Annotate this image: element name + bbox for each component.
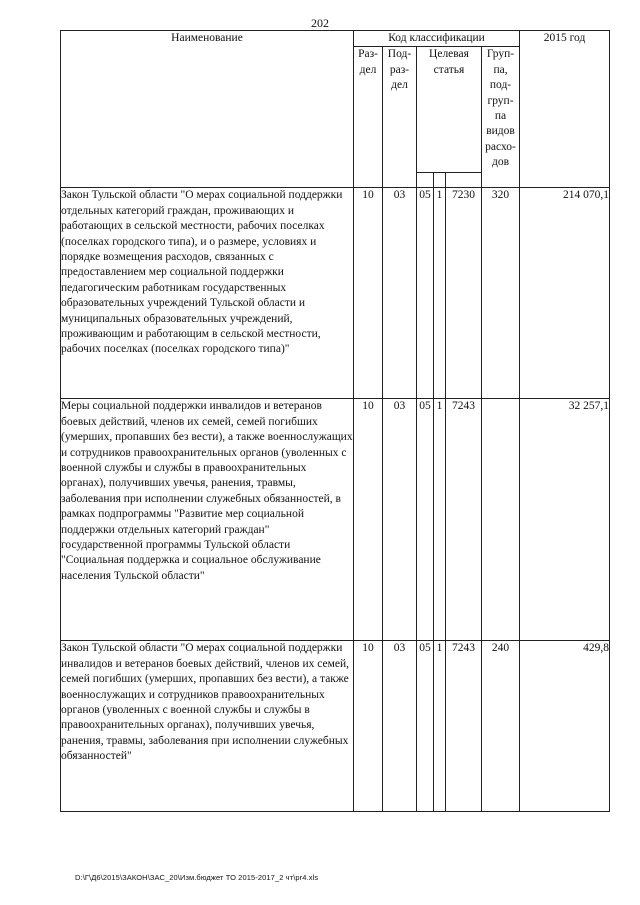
table-row <box>61 399 610 641</box>
table-row <box>61 641 610 812</box>
row-section: 10 <box>354 399 383 641</box>
row-expense: 320 <box>482 188 520 399</box>
row-expense <box>482 399 520 641</box>
budget-table <box>60 30 610 812</box>
header-target-article: Целевая статья <box>417 47 482 173</box>
page-number: 202 <box>311 16 329 30</box>
row-name: Меры социальной поддержки инвалидов и ветеранов боевых действий, членов их семей, семей погибших (умерших, пропавших без вести), а также военнослужащих и сотрудников правоохранительных органов (уволенных с военной службы и службы в правоохранительных органах), получивших увечья, ранения, травмы, заболевания при исполнении служебных обязанностей, в рамках подпрограммы "Развитие мер социальной поддержки отдельных категорий граждан" государственной программы Тульской области "Социальная поддержка и социальное обслуживание населения Тульской области" <box>61 399 354 641</box>
header-target-part-2 <box>434 173 446 188</box>
row-expense: 240 <box>482 641 520 812</box>
row-target-3: 7243 <box>446 641 482 812</box>
row-subsection: 03 <box>383 399 417 641</box>
header-row-top <box>61 31 610 47</box>
row-section: 10 <box>354 188 383 399</box>
row-name: Закон Тульской области "О мерах социальной поддержки инвалидов и ветеранов боевых действий, членов их семей, семей погибших (умерших, пропавших без вести), а также военнослужащих и сотрудников правоохранительных органов (уволенных с военной службы и службы в правоохранительных органах), получивших увечья, ранения, травмы, заболевания при исполнении служебных обязанностей" <box>61 641 354 812</box>
header-subsection: Под- раз- дел <box>383 47 417 188</box>
row-target-1: 05 <box>417 641 434 812</box>
file-path-footer: D:\Г\Д6\2015\ЗАКОН\ЗАС_20\Изм.бюджет ТО 2015-2017_2 чт\pr4.xls <box>75 873 319 882</box>
row-target-2: 1 <box>434 188 446 399</box>
header-expense-group: Груп- па, под- груп- па видов расхо- дов <box>482 47 520 188</box>
row-target-2: 1 <box>434 641 446 812</box>
header-target-part-3 <box>446 173 482 188</box>
row-name: Закон Тульской области "О мерах социальной поддержки отдельных категорий граждан, проживающих и работающих в сельской местности, рабочих поселках (поселках городского типа), и о размере, условиях и порядке возмещения расходов, связанных с предоставлением мер социальной поддержки педагогическим работникам государственных образовательных учреждений Тульской области и муниципальных образовательных учреждений, проживающим и работающим в сельской местности, рабочих поселках (поселках городского типа)" <box>61 188 354 399</box>
header-classification: Код классификации <box>354 31 520 47</box>
row-target-1: 05 <box>417 188 434 399</box>
row-target-3: 7230 <box>446 188 482 399</box>
row-amount: 214 070,1 <box>520 188 610 399</box>
row-target-3: 7243 <box>446 399 482 641</box>
row-amount: 429,8 <box>520 641 610 812</box>
header-target-part-1 <box>417 173 434 188</box>
table-row <box>61 188 610 399</box>
header-section: Раз- дел <box>354 47 383 188</box>
header-name: Наименование <box>61 31 354 188</box>
row-section: 10 <box>354 641 383 812</box>
row-amount: 32 257,1 <box>520 399 610 641</box>
row-target-1: 05 <box>417 399 434 641</box>
row-subsection: 03 <box>383 641 417 812</box>
header-year: 2015 год <box>520 31 610 188</box>
row-target-2: 1 <box>434 399 446 641</box>
row-subsection: 03 <box>383 188 417 399</box>
